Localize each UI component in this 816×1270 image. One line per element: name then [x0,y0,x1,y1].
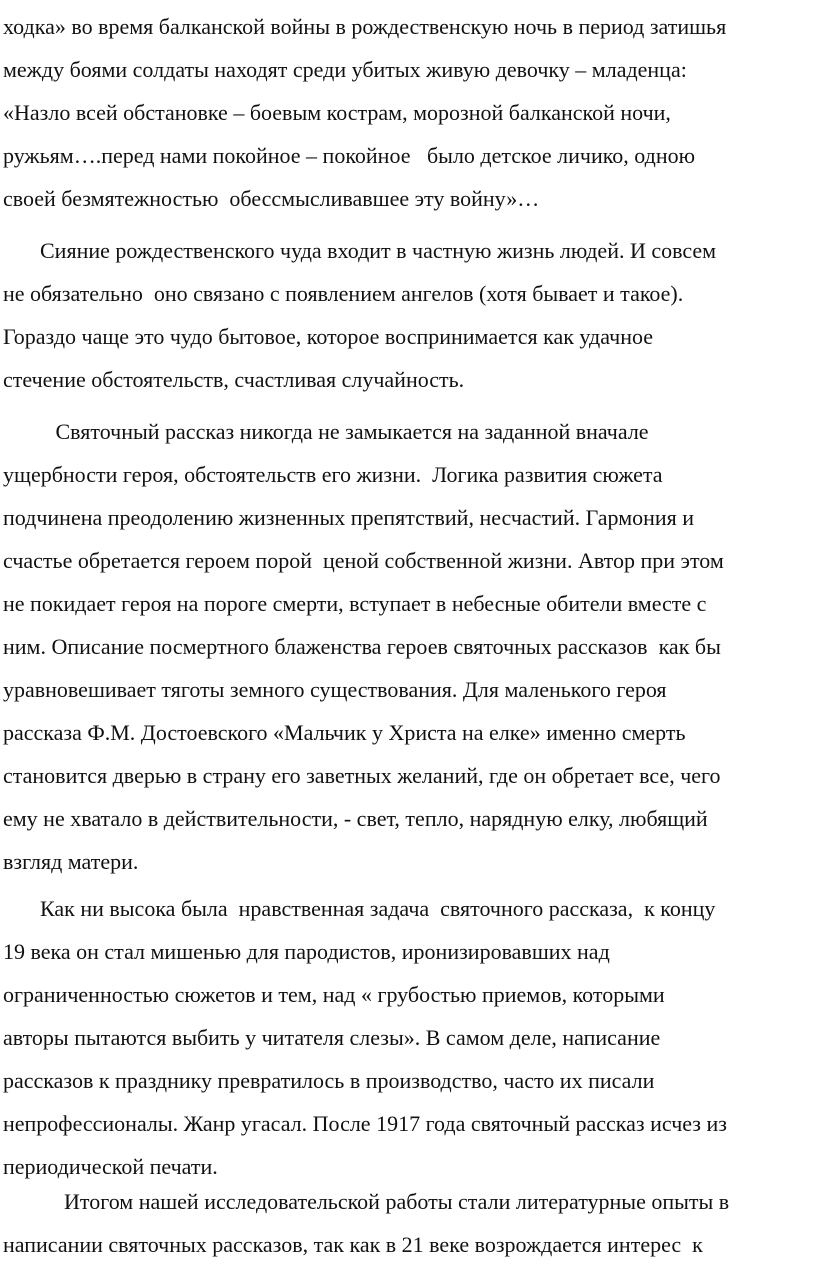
text-line: авторы пытаются выбить у читателя слезы». В самом деле, написание [3,1025,661,1050]
text-line: между боями солдаты находят среди убитых живую девочку – младенца: [3,57,687,82]
text-line: взгляд матери. [3,849,139,874]
text-line: написании святочных рассказов, так как в 21 веке возрождается интерес к [3,1232,703,1257]
text-line: счастье обретается героем порой ценой собственной жизни. Автор при этом [3,548,724,573]
paragraph-balkan-war [0,5,816,220]
text-line: Гораздо чаще это чудо бытовое, которое воспринимается как удачное [3,324,653,349]
text-line: не покидает героя на пороге смерти, вступает в небесные обители вместе с [3,591,707,616]
text-line: непрофессионалы. Жанр угасал. После 1917 года святочный рассказ исчез из [3,1111,727,1136]
text-line: рассказа Ф.М. Достоевского «Мальчик у Христа на елке» именно смерть [3,720,686,745]
text-line: Святочный рассказ никогда не замыкается на заданной вначале [50,419,649,444]
text-line: Сияние рождественского чуда входит в частную жизнь людей. И совсем [40,238,717,263]
text-line: рассказов к празднику превратилось в производство, часто их писали [3,1068,655,1093]
text-line: Итогом нашей исследовательской работы стали литературные опыты в [64,1189,730,1214]
text-line: подчинена преодолению жизненных препятствий, несчастий. Гармония и [3,505,695,530]
text-line: не обязательно оно связано с появлением ангелов (хотя бывает и такое). [3,281,684,306]
text-line: ружьям….перед нами покойное – покойное было детское личико, одною [3,143,696,168]
text-line: ограниченностью сюжетов и тем, над « грубостью приемов, которыми [3,982,665,1007]
text-line: Как ни высока была нравственная задача святочного рассказа, к концу [40,896,716,921]
text-line: периодической печати. [3,1154,218,1179]
paragraph-parodists [0,887,816,1188]
text-line: ущербности героя, обстоятельств его жизни. Логика развития сюжета [3,462,663,487]
text-line: своей безмятежностью обессмысливавшее эту войну»… [3,186,540,211]
text-line: стечение обстоятельств, счастливая случайность. [3,367,465,392]
text-line: уравновешивает тяготы земного существования. Для маленького героя [3,677,667,702]
paragraph-research-results [0,1180,816,1266]
text-line: ним. Описание посмертного блаженства героев святочных рассказов как бы [3,634,721,659]
text-line: становится дверью в страну его заветных желаний, где он обретает все, чего [3,763,721,788]
paragraph-christmas-story [0,410,816,883]
text-line: ходка» во время балканской войны в рождественскую ночь в период затишья [3,14,727,39]
text-line: «Назло всей обстановке – боевым кострам, морозной балканской ночи, [3,100,671,125]
text-line: 19 века он стал мишенью для пародистов, иронизировавших над [3,939,610,964]
paragraph-christmas-miracle [0,229,816,401]
text-line: ему не хватало в действительности, - свет, тепло, нарядную елку, любящий [3,806,708,831]
